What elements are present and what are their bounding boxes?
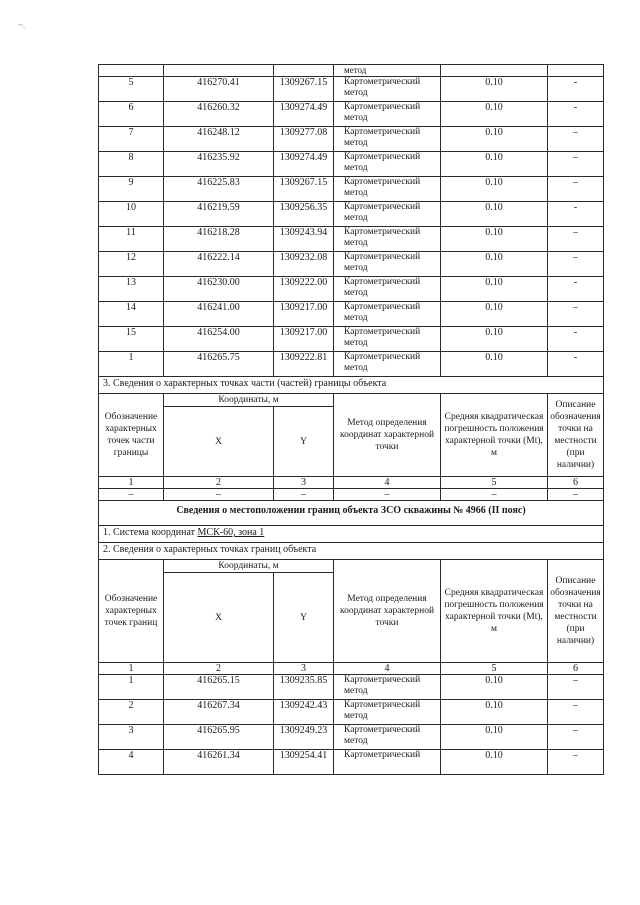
section3-title: 3. Сведения о характерных точках части (частей) границы объекта [99,377,604,394]
continuation-row [99,65,604,77]
description-cell: – [548,725,604,750]
x-coordinate: 416265.75 [164,352,274,377]
description-cell: – [548,152,604,177]
method-cell: Картометрический метод [334,177,441,202]
table-row [99,202,604,227]
header-point-id: Обозначение характерных точек границ [99,560,164,663]
table-row [99,77,604,102]
method-cell: метод [334,65,441,77]
point-number: 6 [99,102,164,127]
accuracy-cell: 0.10 [441,725,548,750]
description-cell: - [548,77,604,102]
table2-body [99,675,604,775]
point-number: 14 [99,302,164,327]
accuracy-cell: 0.10 [441,700,548,725]
header-point-id: Обозначение характерных точек части границы [99,394,164,477]
header-y: Y [274,573,334,663]
method-cell: Картометрический метод [334,77,441,102]
header-method: Метод определения координат характерной точки [334,560,441,663]
accuracy-cell: 0.10 [441,252,548,277]
y-coordinate: 1309222.00 [274,277,334,302]
scan-mark: ~. [18,20,26,30]
accuracy-cell: 0.10 [441,127,548,152]
method-cell: Картометрический метод [334,202,441,227]
table-row [99,725,604,750]
method-cell: Картометрический метод [334,102,441,127]
table-row [99,177,604,202]
table-row [99,675,604,700]
header-accuracy: Средняя квадратическая погрешность положения характерной точки (Mt), м [441,560,548,663]
section1-title: 1. Система координат МСК-60, зона 1 [99,526,604,543]
empty-row: – – – – – – [99,489,604,501]
method-cell: Картометрический метод [334,675,441,700]
y-coordinate: 1309254.41 [274,750,334,775]
table-row [99,352,604,377]
accuracy-cell: 0.10 [441,77,548,102]
table-row [99,102,604,127]
method-cell: Картометрический метод [334,327,441,352]
x-coordinate: 416265.95 [164,725,274,750]
table-row [99,227,604,252]
description-cell: – [548,750,604,775]
y-coordinate: 1309274.49 [274,152,334,177]
x-coordinate: 416230.00 [164,277,274,302]
point-number: 11 [99,227,164,252]
y-coordinate: 1309222.81 [274,352,334,377]
method-cell: Картометрический метод [334,227,441,252]
accuracy-cell: 0.10 [441,177,548,202]
point-number: 3 [99,725,164,750]
description-cell: – [548,302,604,327]
description-cell: – [548,127,604,152]
description-cell: – [548,227,604,252]
description-cell: - [548,202,604,227]
accuracy-cell: 0.10 [441,277,548,302]
document-page [98,64,603,775]
point-number: 9 [99,177,164,202]
table-row [99,252,604,277]
y-coordinate: 1309267.15 [274,177,334,202]
header-description: Описание обозначения точки на местности (при наличии) [548,394,604,477]
point-number: 2 [99,700,164,725]
table-row [99,700,604,725]
x-coordinate: 416254.00 [164,327,274,352]
method-cell: Картометрический метод [334,700,441,725]
x-coordinate: 416248.12 [164,127,274,152]
description-cell: – [548,675,604,700]
coordinates-table [98,64,604,775]
table-row [99,327,604,352]
point-number: 8 [99,152,164,177]
header-method: Метод определения координат характерной точки [334,394,441,477]
description-cell: - [548,102,604,127]
y-coordinate: 1309232.08 [274,252,334,277]
index-row: 1 2 3 4 5 6 [99,477,604,489]
description-cell: – [548,700,604,725]
accuracy-cell: 0.10 [441,202,548,227]
x-coordinate: 416261.34 [164,750,274,775]
zone-title: Сведения о местоположении границ объекта ЗСО скважины № 4966 (II пояс) [99,501,604,526]
header-x: X [164,407,274,477]
method-cell: Картометрический метод [334,302,441,327]
table-row [99,750,604,775]
table-row [99,152,604,177]
table1-body [99,65,604,377]
header-coordinates: Координаты, м [164,560,334,573]
y-coordinate: 1309277.08 [274,127,334,152]
x-coordinate: 416235.92 [164,152,274,177]
x-coordinate: 416241.00 [164,302,274,327]
header-description: Описание обозначения точки на местности (при наличии) [548,560,604,663]
header-y: Y [274,407,334,477]
point-number: 1 [99,675,164,700]
header-accuracy: Средняя квадратическая погрешность положения характерной точки (Mt), м [441,394,548,477]
y-coordinate: 1309267.15 [274,77,334,102]
method-cell: Картометрический метод [334,277,441,302]
description-cell: - [548,277,604,302]
section3 [99,377,604,501]
description-cell: – [548,252,604,277]
y-coordinate: 1309217.00 [274,302,334,327]
y-coordinate: 1309256.35 [274,202,334,227]
method-cell: Картометрический метод [334,127,441,152]
y-coordinate: 1309274.49 [274,102,334,127]
index-row: 1 2 3 4 5 6 [99,663,604,675]
accuracy-cell: 0.10 [441,750,548,775]
y-coordinate: 1309249.23 [274,725,334,750]
method-cell: Картометрический метод [334,352,441,377]
x-coordinate: 416267.34 [164,700,274,725]
section2-title: 2. Сведения о характерных точках границ объекта [99,543,604,560]
y-coordinate: 1309235.85 [274,675,334,700]
x-coordinate: 416218.28 [164,227,274,252]
point-number: 15 [99,327,164,352]
x-coordinate: 416219.59 [164,202,274,227]
method-cell: Картометрический метод [334,252,441,277]
coordinate-system: МСК-60, зона 1 [197,527,265,538]
method-cell: Картометрический метод [334,152,441,177]
table-row [99,127,604,152]
accuracy-cell: 0.10 [441,227,548,252]
point-number: 1 [99,352,164,377]
point-number: 10 [99,202,164,227]
header-coordinates: Координаты, м [164,394,334,407]
y-coordinate: 1309242.43 [274,700,334,725]
zone-section [99,501,604,675]
x-coordinate: 416270.41 [164,77,274,102]
accuracy-cell: 0.10 [441,152,548,177]
point-number: 13 [99,277,164,302]
description-cell: - [548,327,604,352]
description-cell: – [548,177,604,202]
header-x: X [164,573,274,663]
point-number: 12 [99,252,164,277]
method-cell: Картометрический метод [334,725,441,750]
table-row [99,277,604,302]
point-number: 5 [99,77,164,102]
method-cell: Картометрический [334,750,441,775]
point-number: 7 [99,127,164,152]
y-coordinate: 1309243.94 [274,227,334,252]
accuracy-cell: 0.10 [441,675,548,700]
y-coordinate: 1309217.00 [274,327,334,352]
x-coordinate: 416265.15 [164,675,274,700]
accuracy-cell: 0.10 [441,327,548,352]
accuracy-cell: 0.10 [441,302,548,327]
accuracy-cell: 0.10 [441,102,548,127]
accuracy-cell: 0.10 [441,352,548,377]
description-cell: - [548,352,604,377]
x-coordinate: 416222.14 [164,252,274,277]
table-row [99,302,604,327]
point-number: 4 [99,750,164,775]
x-coordinate: 416260.32 [164,102,274,127]
x-coordinate: 416225.83 [164,177,274,202]
